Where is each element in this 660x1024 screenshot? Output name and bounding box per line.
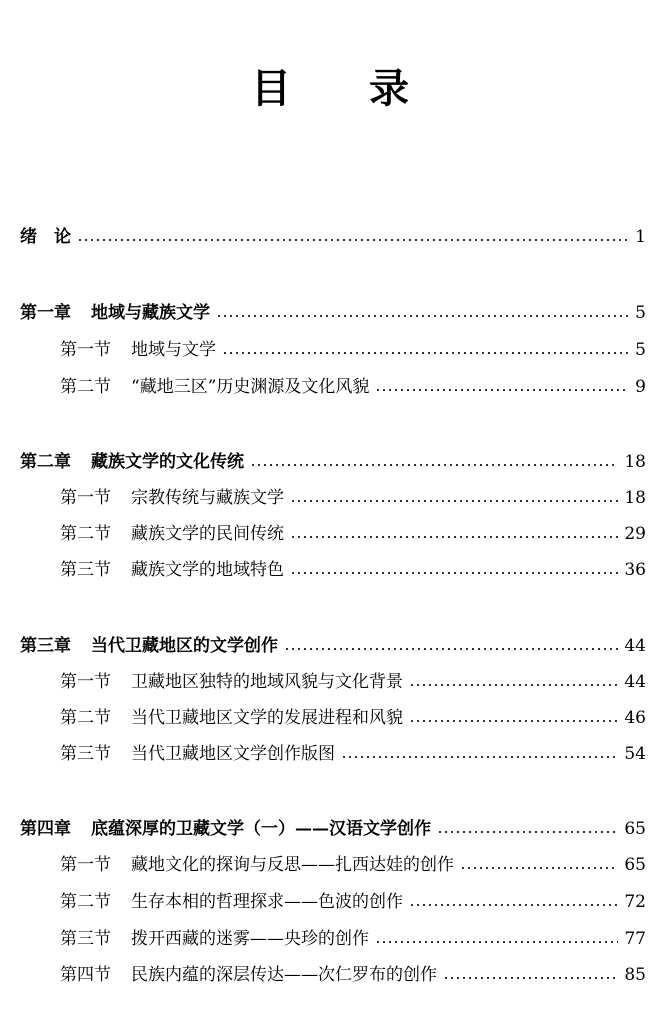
dot-leader bbox=[375, 389, 629, 391]
section-number: 第二节 bbox=[60, 377, 111, 397]
page-number: 46 bbox=[624, 708, 646, 728]
page-number: 18 bbox=[624, 452, 646, 472]
page-number: 5 bbox=[635, 303, 646, 323]
dot-leader bbox=[409, 904, 618, 906]
section-number: 第四节 bbox=[60, 965, 111, 985]
dot-leader bbox=[460, 867, 618, 869]
toc-section[interactable] bbox=[0, 887, 660, 917]
page-number: 54 bbox=[624, 744, 646, 764]
page-title bbox=[0, 64, 660, 114]
page-number: 85 bbox=[624, 965, 646, 985]
section-number: 第二节 bbox=[60, 892, 111, 912]
section-number: 第一节 bbox=[60, 340, 111, 360]
section-title: 民族内蕴的深层传达——次仁罗布的创作 bbox=[131, 965, 437, 985]
toc-section[interactable] bbox=[0, 372, 660, 402]
section-title: 当代卫藏地区文学创作版图 bbox=[131, 744, 335, 764]
section-title: 藏族文学的地域特色 bbox=[131, 560, 284, 580]
toc-section[interactable] bbox=[0, 850, 660, 880]
dot-leader bbox=[443, 977, 618, 979]
section-title: 藏地文化的探询与反思——扎西达娃的创作 bbox=[131, 855, 454, 875]
page-number: 44 bbox=[624, 636, 646, 656]
section-number: 第三节 bbox=[60, 560, 111, 580]
toc-chapter[interactable] bbox=[0, 814, 660, 844]
title-char-1: 目 bbox=[251, 65, 291, 112]
section-number: 第三节 bbox=[60, 929, 111, 949]
page-number: 5 bbox=[635, 340, 646, 360]
page-number: 65 bbox=[624, 855, 646, 875]
title-char-2: 录 bbox=[369, 65, 409, 112]
toc-chapter[interactable] bbox=[0, 631, 660, 661]
dot-leader bbox=[290, 500, 618, 502]
chapter-title: 地域与藏族文学 bbox=[91, 303, 210, 323]
dot-leader bbox=[250, 464, 618, 466]
dot-leader bbox=[409, 720, 618, 722]
dot-leader bbox=[284, 648, 618, 650]
section-title: 宗教传统与藏族文学 bbox=[131, 488, 284, 508]
page-number: 18 bbox=[624, 488, 646, 508]
dot-leader bbox=[77, 239, 629, 241]
section-title: 卫藏地区独特的地域风貌与文化背景 bbox=[131, 672, 403, 692]
dot-leader bbox=[290, 572, 618, 574]
toc-section[interactable] bbox=[0, 924, 660, 954]
toc-section[interactable] bbox=[0, 739, 660, 769]
toc-entry-intro[interactable] bbox=[0, 222, 660, 252]
page-number: 36 bbox=[624, 560, 646, 580]
chapter-number: 第四章 bbox=[20, 819, 71, 839]
section-number: 第二节 bbox=[60, 524, 111, 544]
page-number: 29 bbox=[624, 524, 646, 544]
dot-leader bbox=[222, 352, 629, 354]
section-title: 藏族文学的民间传统 bbox=[131, 524, 284, 544]
section-number: 第一节 bbox=[60, 672, 111, 692]
section-number: 第三节 bbox=[60, 744, 111, 764]
section-title: 生存本相的哲理探求——色波的创作 bbox=[131, 892, 403, 912]
section-title: 拨开西藏的迷雾——央珍的创作 bbox=[131, 929, 369, 949]
section-number: 第一节 bbox=[60, 855, 111, 875]
chapter-title: 底蕴深厚的卫藏文学（一）——汉语文学创作 bbox=[91, 819, 431, 839]
chapter-title: 藏族文学的文化传统 bbox=[91, 452, 244, 472]
dot-leader bbox=[409, 684, 618, 686]
chapter-number: 第三章 bbox=[20, 636, 71, 656]
section-title: “藏地三区”历史渊源及文化风貌 bbox=[131, 377, 370, 397]
toc-section[interactable] bbox=[0, 667, 660, 697]
section-number: 第一节 bbox=[60, 488, 111, 508]
page-number: 44 bbox=[624, 672, 646, 692]
toc-chapter[interactable] bbox=[0, 447, 660, 477]
entry-label: 绪 论 bbox=[20, 227, 71, 247]
toc-section[interactable] bbox=[0, 335, 660, 365]
toc-section[interactable] bbox=[0, 519, 660, 549]
dot-leader bbox=[341, 756, 618, 758]
section-number: 第二节 bbox=[60, 708, 111, 728]
toc-section[interactable] bbox=[0, 703, 660, 733]
page-number: 65 bbox=[624, 819, 646, 839]
toc-section[interactable] bbox=[0, 960, 660, 990]
page-number: 1 bbox=[635, 227, 646, 247]
dot-leader bbox=[290, 536, 618, 538]
section-title: 地域与文学 bbox=[131, 340, 216, 360]
chapter-number: 第二章 bbox=[20, 452, 71, 472]
toc-chapter[interactable] bbox=[0, 298, 660, 328]
toc-section[interactable] bbox=[0, 555, 660, 585]
dot-leader bbox=[375, 941, 618, 943]
section-title: 当代卫藏地区文学的发展进程和风貌 bbox=[131, 708, 403, 728]
chapter-number: 第一章 bbox=[20, 303, 71, 323]
page-number: 72 bbox=[624, 892, 646, 912]
toc-section[interactable] bbox=[0, 483, 660, 513]
dot-leader bbox=[216, 315, 629, 317]
dot-leader bbox=[437, 831, 618, 833]
chapter-title: 当代卫藏地区的文学创作 bbox=[91, 636, 278, 656]
page-number: 9 bbox=[635, 377, 646, 397]
page-number: 77 bbox=[624, 929, 646, 949]
